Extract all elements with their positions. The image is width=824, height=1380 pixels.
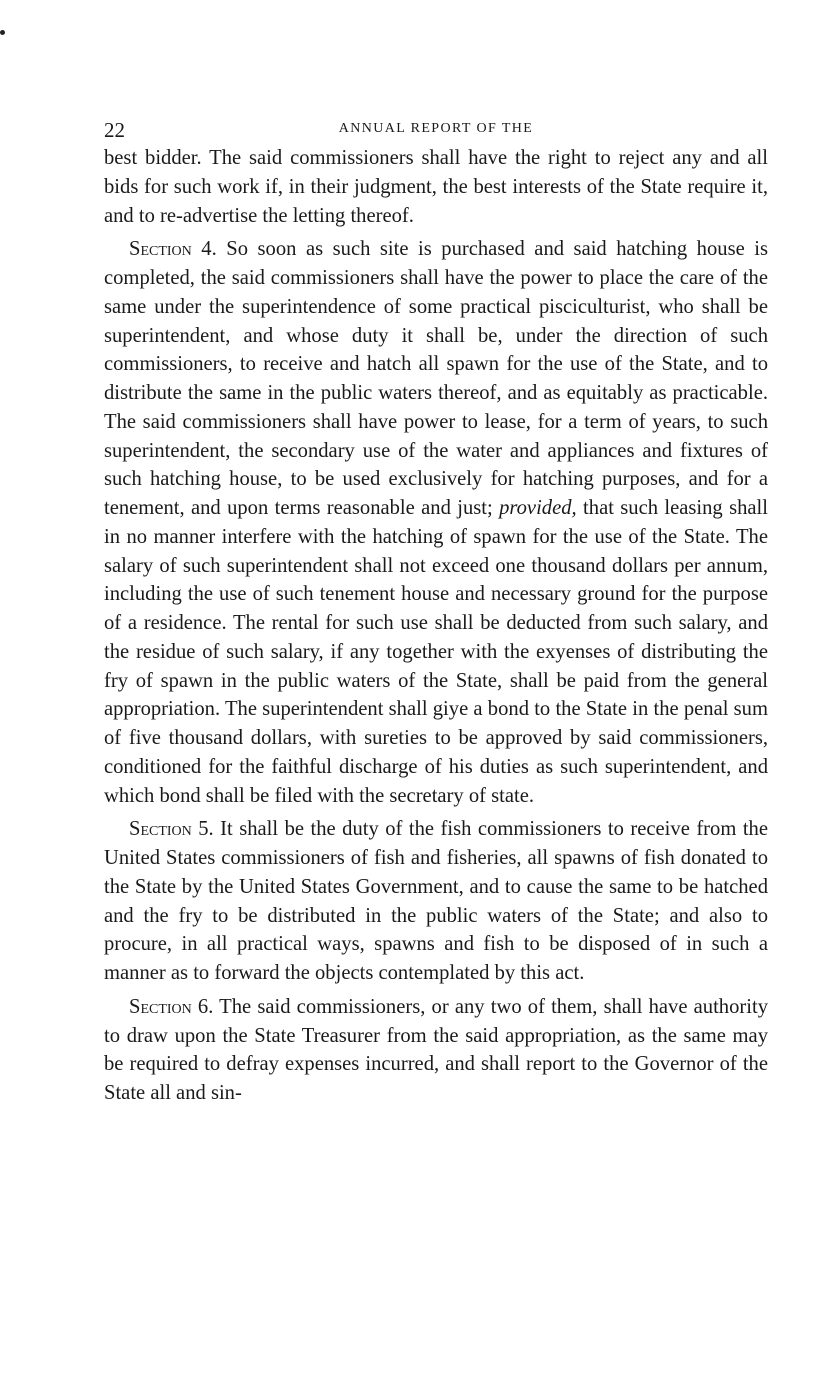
paragraph-section-6 (104, 993, 768, 1108)
paragraph-text: best bidder. The said commissioners shall have the right to reject any and all bids for such work if, in their judgment, the best interests of the State require it, and to re-advertise the letting thereof. (104, 147, 768, 227)
header-title: ANNUAL REPORT OF THE (338, 121, 534, 136)
document-page (104, 114, 768, 1113)
page-number: 22 (104, 118, 125, 142)
paragraph-text: It shall be the duty of the fish commissioners to receive from the United States commissioners of fish and fisheries, all spawns of fish donated to the State by the United States Government, and to cause the same to be hatched and the fry to be distributed in the public waters of the State; and also to procure, in all practical ways, spawns and fish to be disposed of in such a manner as to forward the objects contemplated by this act. (104, 818, 768, 984)
paragraph-continuation (104, 144, 768, 230)
ink-speck (0, 30, 5, 35)
paragraph-text: So soon as such site is purchased and said hatching house is completed, the said commissioners shall have the power to place the care of the same under the superintendence of some practical pisciculturist, who shall be superintendent, and whose duty it shall be, under the direction of such commissioners, to receive and hatch all spawn for the use of the State, and to distribute the same in the public waters thereof, and as equitably as practicable. The said commissioners shall have power to lease, for a term of years, to such superintendent, the secondary use of the water and appliances and fixtures of such hatching house, to be used exclusively for hatching purposes, and for a tenement, and upon terms reasonable and just; (104, 238, 768, 519)
running-header (104, 114, 768, 144)
section-label: Section 5. (129, 818, 214, 841)
paragraph-text-continued: that such leasing shall in no manner interfere with the hatching of spawn for the use of the State. The salary of such superintendent shall not exceed one thousand dollars per annum, including the use of such tenement house and necessary ground for the purpose of a residence. The rental for such use shall be deducted from such salary, and the residue of such salary, if any together with the exyenses of distributing the fry of spawn in the public waters of the State, shall be paid from the general appropriation. The superintendent shall giye a bond to the State in the penal sum of five thousand dollars, with sureties to be approved by said commissioners, conditioned for the faithful discharge of his duties as such superintendent, and which bond shall be filed with the secretary of state. (104, 497, 768, 807)
emphasis-text: provided, (499, 497, 577, 519)
paragraph-section-5 (104, 815, 768, 988)
section-label: Section 4. (129, 238, 217, 261)
paragraph-section-4 (104, 235, 768, 810)
paragraph-text: The said commissioners, or any two of them, shall have authority to draw upon the State Treasurer from the said appropriation, as the same may be required to defray expenses incurred, and shall report to the Governor of the State all and sin- (104, 995, 768, 1104)
section-label: Section 6. (129, 995, 214, 1018)
